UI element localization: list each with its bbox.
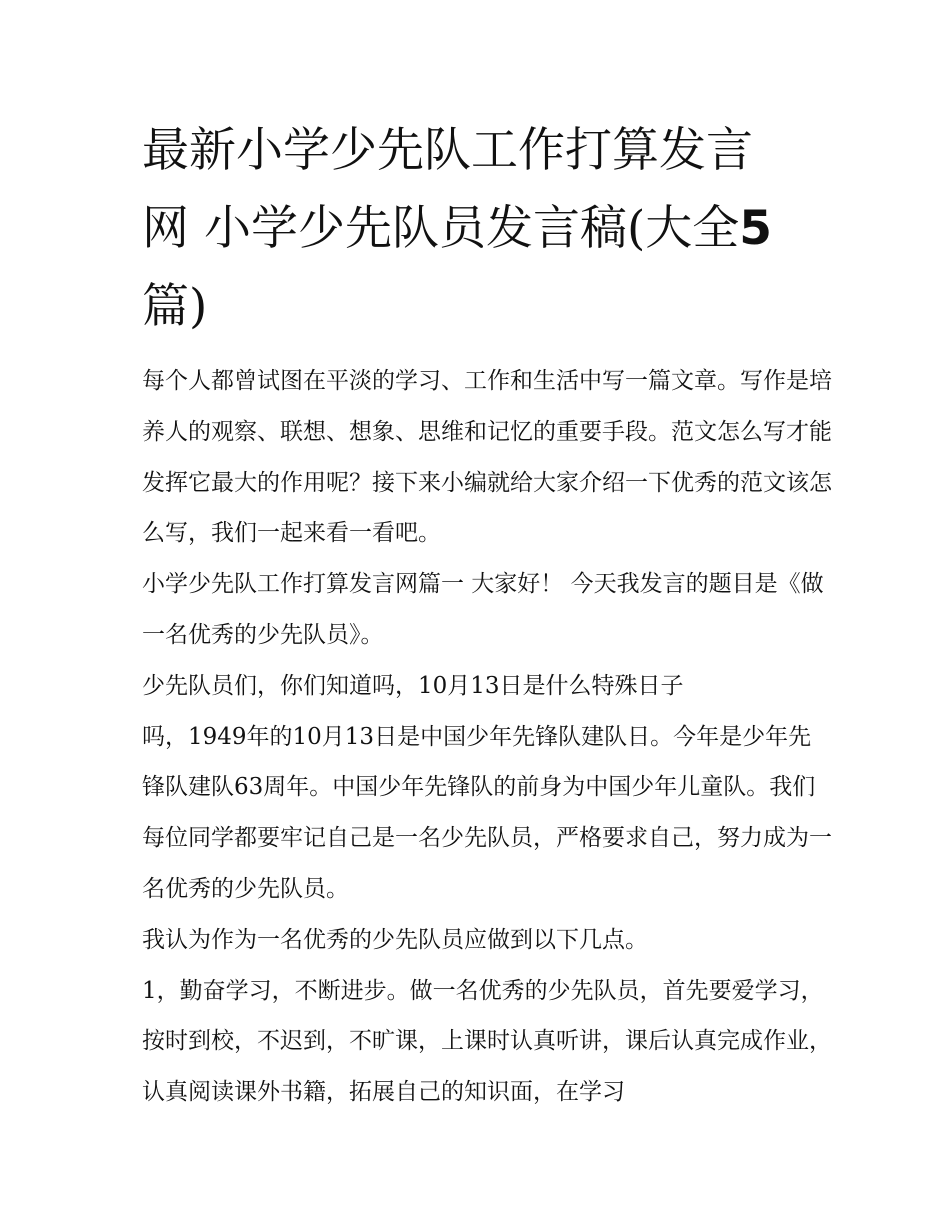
title-line-2: 网 小学少先队员发言稿(大全 xyxy=(142,201,740,256)
title-line-2-number: 5 xyxy=(739,201,772,256)
title-line-3: 篇) xyxy=(142,279,208,334)
paragraph-founding-day: 吗，1949年的10月13日是中国少年先锋队建队日。今年是少年先锋队建队63周年。中国少年先锋队的前身为中国少年儿童队。我们每位同学都要牢记自己是一名少先队员，严格要求自己，努力成为一名优秀的少先队员。 xyxy=(142,723,832,902)
paragraph-points-intro: 我认为作为一名优秀的少先队员应做到以下几点。 xyxy=(142,926,648,953)
paragraph-speech-opening: 小学少先队工作打算发言网篇一 大家好！ 今天我发言的题目是《做一名优秀的少先队员》。 xyxy=(142,571,824,648)
paragraph-point-1: 1，勤奋学习，不断进步。做一名优秀的少先队员，首先要爱学习，按时到校，不迟到，不旷课，上课时认真听讲，课后认真完成作业，认真阅读课外书籍，拓展自己的知识面，在学习 xyxy=(142,977,832,1106)
document-body xyxy=(142,356,832,1118)
document-title xyxy=(142,112,832,346)
title-line-1: 最新小学少先队工作打算发言 xyxy=(142,123,753,178)
paragraph-intro: 每个人都曾试图在平淡的学习、工作和生活中写一篇文章。写作是培养人的观察、联想、想象、思维和记忆的重要手段。范文怎么写才能发挥它最大的作用呢？接下来小编就给大家介绍一下优秀的范文该怎么写，我们一起来看一看吧。 xyxy=(142,368,832,547)
paragraph-question: 少先队员们，你们知道吗，10月13日是什么特殊日子 xyxy=(142,672,684,699)
